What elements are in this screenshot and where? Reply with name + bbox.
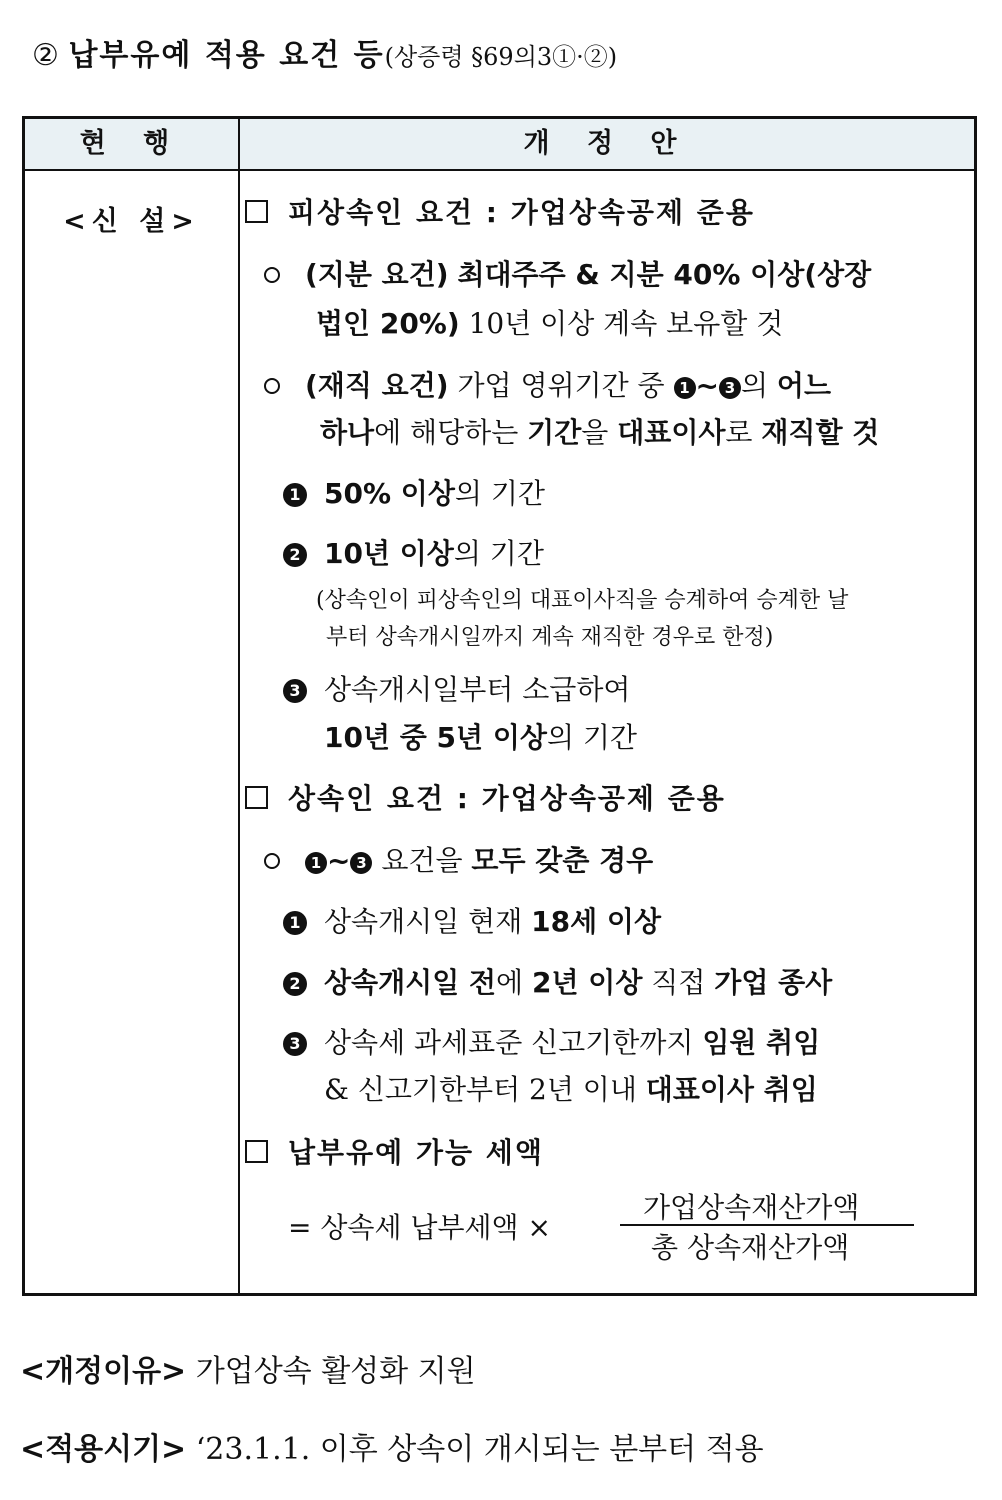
heir-item-1 — [324, 900, 661, 940]
section-title-decedent: 피상속인 요건 : 가업상속공제 준용 — [288, 196, 755, 229]
period-3-line2 — [324, 716, 637, 756]
period-1-rest: 의 기간 — [454, 477, 545, 510]
period-1 — [324, 472, 545, 512]
section-title-heir: 상속인 요건 : 가업상속공제 준용 — [288, 782, 726, 815]
period-2-note-line2: 부터 상속개시일까지 계속 재직한 경우로 한정) — [326, 625, 774, 650]
period-3-bold: 10년 중 5년 이상 — [324, 721, 547, 754]
period-2-note-line1: (상속인이 피상속인의 대표이사직을 승계하여 승계한 날 — [316, 588, 849, 613]
number-2-icon: 2 — [283, 543, 307, 567]
revision-reason-label: <개정이유> — [20, 1354, 187, 1389]
heir-item-1-text: 상속개시일 현재 — [324, 905, 532, 938]
heir-item-2-d: 직접 — [642, 966, 715, 999]
heir-item-1-bold: 18세 이상 — [531, 905, 661, 938]
all-conditions-bold: 모두 갖춘 경우 — [471, 844, 654, 877]
share-req-bold: 최대주주 & 지분 40% 이상(상장 — [457, 258, 872, 291]
tenure-text-a: 하나 — [320, 416, 375, 449]
tenure-req-tail-bold: 어느 — [776, 369, 832, 402]
bullet-circle-icon — [264, 267, 280, 283]
checkbox-square-icon — [245, 1140, 268, 1163]
heir-item-3-a: 상속세 과세표준 신고기한까지 — [324, 1026, 703, 1059]
heir-item-3-line1 — [324, 1021, 820, 1061]
number-3-icon: 3 — [719, 377, 741, 399]
number-1-icon: 1 — [283, 483, 307, 507]
section-heading — [32, 30, 617, 74]
all-conditions-line: 1 ~ 3 요건을 모두 갖춘 경우 — [305, 839, 653, 879]
heir-item-3-b: 임원 취임 — [702, 1026, 821, 1059]
number-1-icon: 1 — [305, 852, 327, 874]
heading-reference: (상증령 §69의3①·②) — [384, 43, 618, 71]
tenure-text-e: 대표이사 — [617, 416, 726, 449]
tenure-req-tail: 의 — [740, 369, 777, 402]
share-req-line2-rest: 10년 이상 계속 보유할 것 — [459, 307, 784, 340]
formula-denominator: 총 상속재산가액 — [651, 1231, 850, 1264]
heir-item-2-b: 에 — [496, 966, 532, 999]
all-conditions-mid: 요건을 — [372, 844, 472, 877]
heir-item-2-c: 2년 이상 — [532, 966, 643, 999]
tenure-req-mid: 가업 영위기간 중 — [448, 369, 674, 402]
application-period-text: ‘23.1.1. 이후 상속이 개시되는 분부터 적용 — [186, 1432, 764, 1467]
number-1-icon: 1 — [283, 911, 307, 935]
tenure-text-g: 재직할 것 — [761, 416, 880, 449]
tenure-text-c: 기간 — [527, 416, 582, 449]
number-3-icon: 3 — [350, 852, 372, 874]
tenure-requirement-line2 — [320, 411, 879, 451]
period-3-line1: 상속개시일부터 소급하여 — [324, 673, 631, 706]
number-3-icon: 3 — [283, 1032, 307, 1056]
revision-reason-text: 가업상속 활성화 지원 — [186, 1354, 476, 1389]
checkbox-square-icon — [245, 200, 268, 223]
header-revised: 개 정 안 — [523, 128, 691, 159]
tenure-text-d: 을 — [581, 416, 618, 449]
period-2-rest: 의 기간 — [453, 537, 544, 570]
heir-item-3-line2-a: & 신고기한부터 2년 이내 — [324, 1073, 646, 1106]
current-content: <신 설> — [63, 206, 200, 237]
heir-item-2 — [324, 961, 832, 1001]
share-requirement-line1 — [305, 253, 871, 293]
period-2-bold: 10년 이상 — [324, 537, 454, 570]
tenure-text-f: 로 — [725, 416, 762, 449]
number-2-icon: 2 — [283, 972, 307, 996]
column-divider — [238, 119, 240, 1293]
number-3-icon: 3 — [283, 679, 307, 703]
period-2 — [324, 532, 544, 572]
share-req-line2-bold: 법인 20%) — [316, 307, 460, 340]
section-title-deferrable-tax: 납부유예 가능 세액 — [288, 1136, 544, 1169]
period-3-rest: 의 기간 — [546, 721, 637, 754]
number-1-icon: 1 — [674, 377, 696, 399]
bullet-circle-icon — [264, 378, 280, 394]
heading-marker: ② — [32, 38, 59, 73]
heir-item-2-e: 가업 종사 — [714, 966, 833, 999]
formula-numerator: 가업상속재산가액 — [643, 1191, 860, 1224]
share-req-label: (지분 요건) — [305, 258, 449, 291]
heir-item-3-line2-b: 대표이사 취임 — [645, 1073, 818, 1106]
heir-item-3-line2 — [324, 1068, 818, 1108]
tenure-req-label: (재직 요건) — [305, 369, 449, 402]
share-requirement-line2 — [316, 302, 783, 342]
heir-item-2-a: 상속개시일 전 — [324, 966, 497, 999]
period-1-bold: 50% 이상 — [324, 477, 455, 510]
checkbox-square-icon — [245, 786, 268, 809]
bullet-circle-icon — [264, 853, 280, 869]
revision-reason — [20, 1346, 476, 1390]
application-period — [20, 1424, 764, 1468]
tenure-text-b: 에 해당하는 — [374, 416, 528, 449]
application-period-label: <적용시기> — [20, 1432, 187, 1467]
tenure-requirement-line1: (재직 요건) 가업 영위기간 중 1 ~ 3 의 어느 — [305, 369, 832, 402]
header-current: 현 행 — [79, 128, 184, 159]
heading-title: 납부유예 적용 요건 등 — [68, 38, 385, 73]
formula-left: = 상속세 납부세액 × — [288, 1211, 551, 1244]
